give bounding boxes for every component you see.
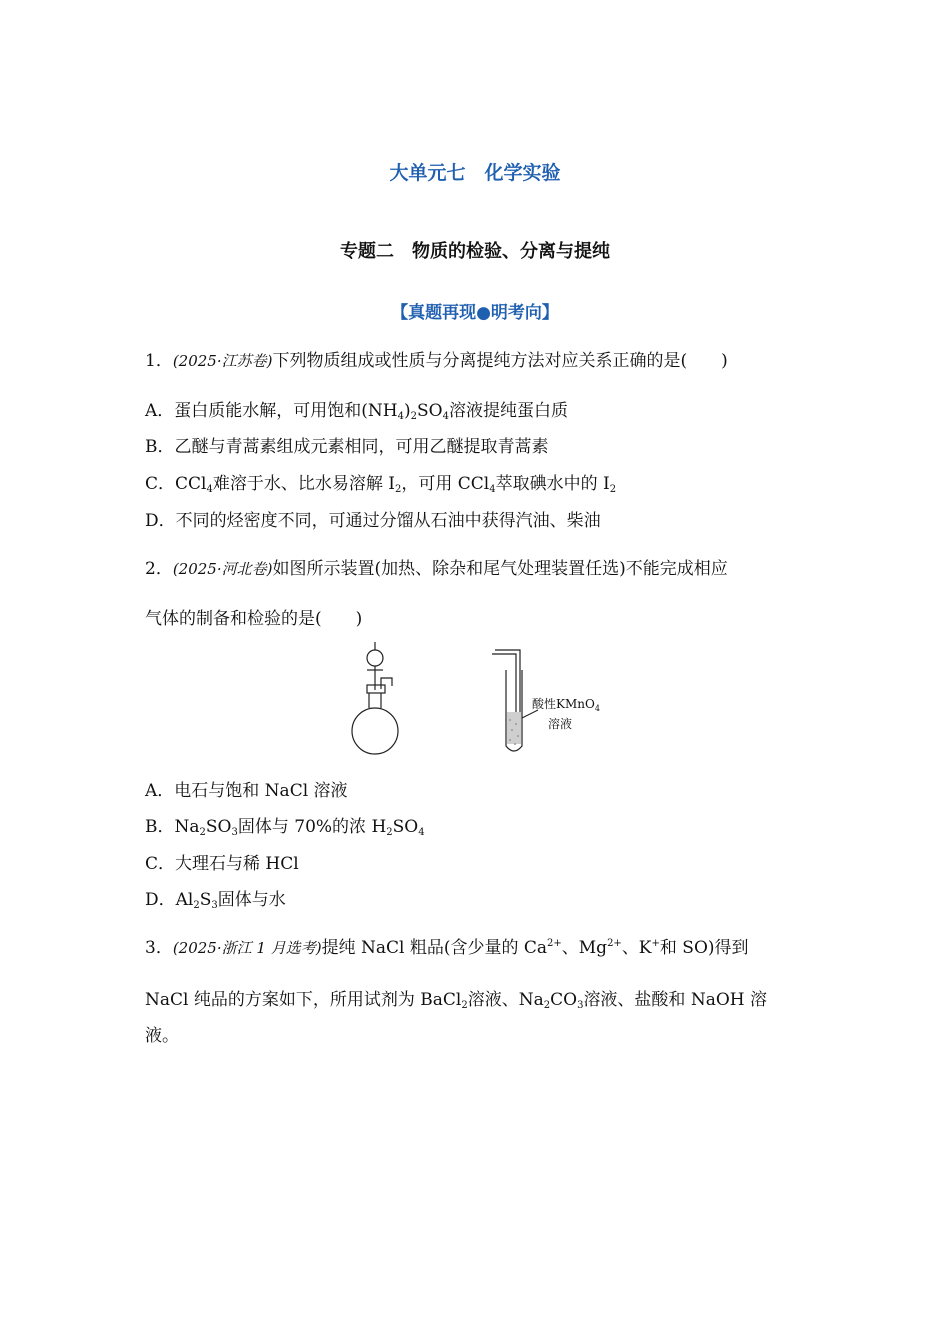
question-1-option-d: D．不同的烃密度不同，可通过分馏从石油中获得汽油、柴油 xyxy=(145,511,601,531)
section-title: 【真题再现●明考向】 xyxy=(391,303,559,323)
question-2-option-a: A．电石与饱和 NaCl 溶液 xyxy=(145,781,348,801)
reagent-label-solution: 溶液 xyxy=(548,717,573,731)
apparatus-figure xyxy=(340,640,620,764)
question-3-stem-line-3: 液。 xyxy=(145,1026,179,1046)
funnel-bulb xyxy=(367,650,383,666)
question-3-stem-line-2: NaCl 纯品的方案如下，所用试剂为 BaCl$_2$溶液、$Na_2CO_3$溶液、盐酸和 NaOH 溶 xyxy=(145,990,768,1011)
question-2-stem-line-2: 气体的制备和检验的是( ) xyxy=(145,609,363,629)
round-bottom-flask xyxy=(352,708,398,754)
question-1-stem: 1．(2025·江苏卷)下列物质组成或性质与分离提纯方法对应关系正确的是( ) xyxy=(145,351,728,371)
topic-title: 专题二 物质的检验、分离与提纯 xyxy=(340,241,610,262)
question-1-option-c: C．CCl$_4$难溶于水、比水易溶解 $I_2$，可用 CCl$_4$萃取碘水中的 $I_2$ xyxy=(145,474,617,495)
question-2-option-b: B．$Na_2SO_3$固体与 70%的浓 $H_2SO_4$ xyxy=(145,817,425,838)
question-2-stem-line-1: 2．(2025·河北卷)如图所示装置(加热、除杂和尾气处理装置任选)不能完成相应 xyxy=(145,559,728,579)
question-3-stem-line-1: 3．(2025·浙江 1 月选考)提纯 NaCl 粗品(含少量的 $Ca^{2+}$、$Mg^{2+}$、K+和 SO)得到 xyxy=(145,938,749,958)
apparatus-drawing xyxy=(340,640,620,760)
question-1-option-a: A．蛋白质能水解，可用饱和$(NH_4)_2SO_4$溶液提纯蛋白质 xyxy=(145,401,568,422)
reagent-label: 酸性KMnO$_4$ xyxy=(532,697,600,713)
unit-title: 大单元七 化学实验 xyxy=(389,162,561,184)
question-2-option-c: C．大理石与稀 HCl xyxy=(145,854,299,874)
question-2-option-d: D．$Al_2S_3$固体与水 xyxy=(145,890,286,911)
question-1-option-b: B．乙醚与青蒿素组成元素相同，可用乙醚提取青蒿素 xyxy=(145,437,549,457)
